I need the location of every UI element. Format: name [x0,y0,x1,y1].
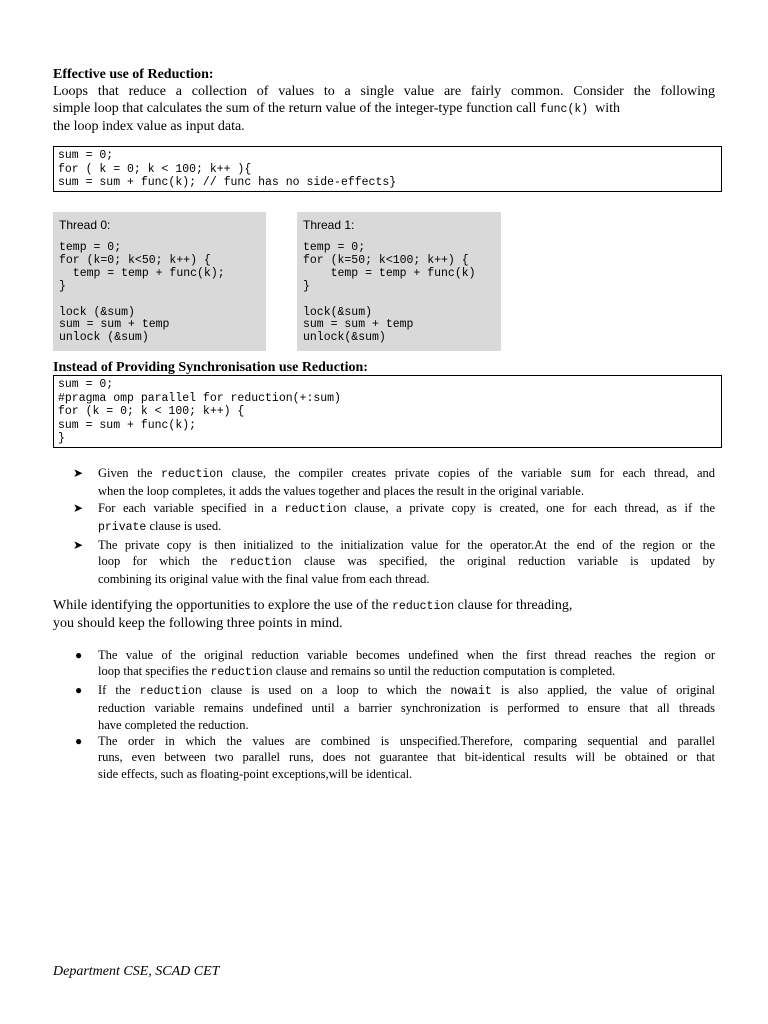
inline-code: reduction [284,502,347,516]
thread-1-title: Thread 1: [303,218,355,232]
list-item [53,537,715,588]
list-item [53,500,715,537]
code-block-sequential [53,146,722,192]
bullet-line [98,553,715,571]
bullet-dot-icon: ● [75,682,83,697]
section-heading: Effective use of Reduction: [53,67,214,82]
points-intro-paragraph [53,597,715,632]
bullet-line [98,518,715,536]
page-footer: Department CSE, SCAD CET [53,964,220,979]
bullet-line: The private copy is then initialized to the initialization value for the operator.At the end of the region or the [98,537,715,552]
bullet-line: The order in which the values are combined is unspecified.Therefore, comparing sequential and parallel [98,734,715,749]
text: clause, the compiler creates private copies of the variable [231,466,562,480]
text: Given the [98,466,153,480]
bullet-dot-icon: ● [75,648,83,662]
text: clause, a private copy is created, one for each thread, as if the [354,500,716,515]
intro-text: simple loop that calculates the sum of the return value of the integer-type function call [53,101,537,116]
code-line: sum = sum + func(k); // func has no side-effects} [58,176,397,190]
inline-code: reduction [160,468,224,481]
intro-text: with [595,101,621,116]
intro-line-2 [53,100,715,118]
thread-1-panel [297,212,501,351]
list-item [53,647,715,682]
code-line: sum = sum + func(k); [58,418,197,432]
dot-bullet-list [53,647,715,782]
text: loop that specifies the [98,664,208,679]
text: clause is used on a loop to which the [210,682,442,697]
thread-0-panel [53,212,266,351]
list-item [53,733,715,782]
code-line: for ( k = 0; k < 100; k++ ){ [58,162,252,176]
bullet-line: when the loop completes, it adds the values together and places the result in the original variable. [98,484,584,499]
text: is also applied, the value of original [500,682,715,697]
list-item [53,682,715,733]
inline-code: func(k) [539,103,589,116]
thread-1-code: temp = 0; for (k=50; k<100; k++) { temp = temp + func(k) } lock(&sum) sum = sum + temp unlock(&sum) [303,241,476,345]
text: clause is used. [149,519,222,534]
inline-code: sum [570,468,591,481]
intro-line-1: Loops that reduce a collection of values to a single value are fairly common. Consider the following [53,84,715,99]
bullet-line: reduction variable remains undefined until a barrier synchronization is performed to ensure that all threads [98,701,715,716]
bullet-dot-icon: ● [75,734,83,749]
thread-0-title: Thread 0: [59,218,111,232]
inline-code: reduction [139,684,202,698]
inline-code: private [98,521,147,535]
code-line: sum = 0; [58,149,114,162]
arrow-bullet-icon: ➤ [73,500,84,515]
thread-0-code: temp = 0; for (k=0; k<50; k++) { temp = temp + func(k); } lock (&sum) sum = sum + temp unlock (&sum) [59,241,225,345]
bullet-line: runs, even between two parallel runs, does not guarantee that bit-identical results will be obtained or that [98,750,715,765]
bullet-line [98,500,715,518]
text: clause was specified, the original reduction variable is updated by [303,554,716,569]
bullet-line: The value of the original reduction variable becomes undefined when the first thread reaches the region or [98,648,715,662]
intro-paragraph [53,83,715,135]
text: for each thread, and [599,466,716,480]
inline-code: reduction [392,600,455,613]
text: For each variable specified in a [98,500,277,515]
text: loop for which the [98,554,218,569]
code-line: #pragma omp parallel for reduction(+:sum) [58,391,341,405]
bullet-line [98,663,715,681]
arrow-bullet-icon: ➤ [73,466,84,480]
code-line: for (k = 0; k < 100; k++) { [58,405,245,419]
intro-line-3: the loop index value as input data. [53,119,245,134]
code-line: } [58,432,65,446]
text: While identifying the opportunities to explore the use of the [53,598,389,613]
code-line: sum = 0; [58,378,114,391]
bullet-line: have completed the reduction. [98,717,249,732]
bullet-line [98,682,715,700]
inline-code: nowait [450,684,492,698]
text: clause and remains so until the reduction computation is completed. [275,664,616,679]
inline-code: reduction [210,666,273,680]
text: If the [98,682,131,697]
arrow-bullet-icon: ➤ [73,537,84,552]
inline-code: reduction [229,556,292,570]
bullet-line [98,465,715,483]
bullet-line: side effects, such as floating-point exceptions,will be identical. [98,766,413,781]
reduction-heading: Instead of Providing Synchronisation use Reduction: [53,360,368,375]
code-block-reduction [53,375,722,448]
para-line [53,597,715,615]
para-line: you should keep the following three points in mind. [53,616,343,631]
arrow-bullet-list [53,465,715,588]
bullet-line: combining its original value with the final value from each thread. [98,572,430,587]
text: clause for threading, [457,598,573,613]
list-item [53,465,715,500]
